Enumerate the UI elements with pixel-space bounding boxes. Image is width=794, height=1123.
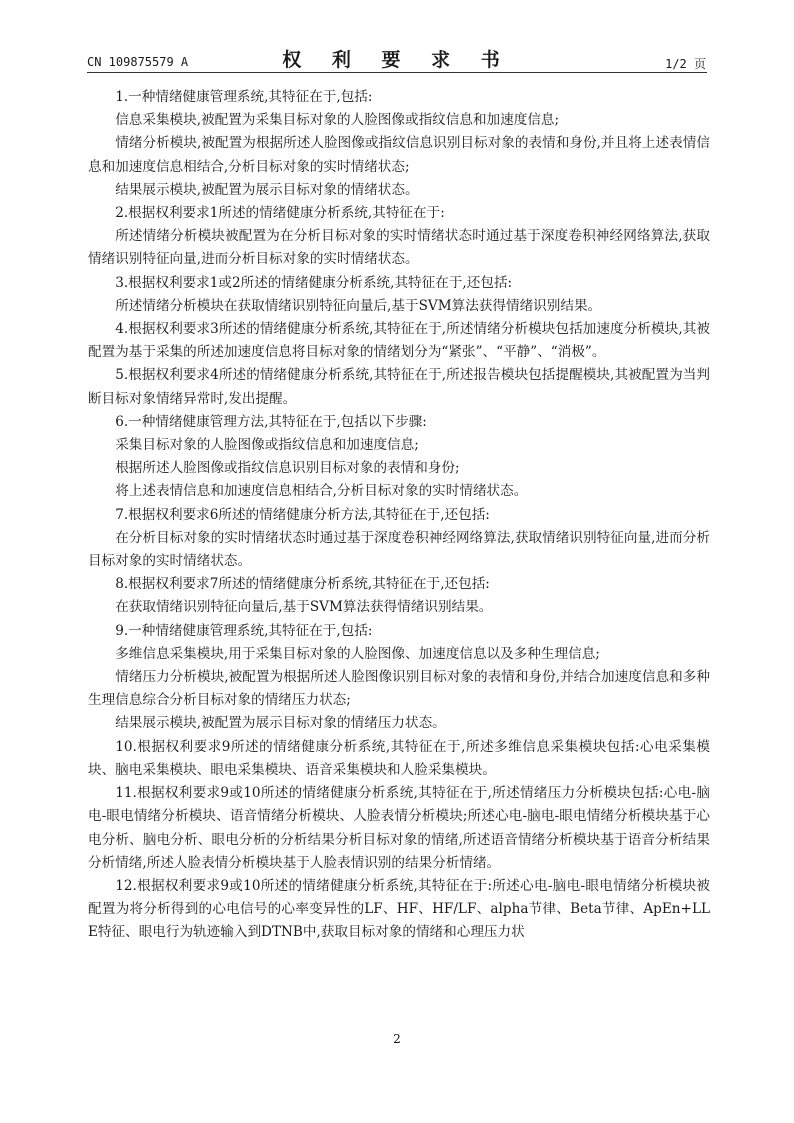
claim-paragraph: 9.一种情绪健康管理系统,其特征在于,包括: xyxy=(115,622,373,639)
claim-paragraph: 5.根据权利要求4所述的情绪健康分析系统,其特征在于,所述报告模块包括提醒模块,其被配置为当判断目标对象情绪异常时,发出提醒。 xyxy=(88,367,710,407)
claim-paragraph: 10.根据权利要求9所述的情绪健康分析系统,其特征在于,所述多维信息采集模块包括:心电采集模块、脑电采集模块、眼电采集模块、语音采集模块和人脸采集模块。 xyxy=(88,738,710,778)
claim-paragraph: 情绪压力分析模块,被配置为根据所述人脸图像识别目标对象的表情和身份,并结合加速度信息和多种生理信息综合分析目标对象的情绪压力状态; xyxy=(88,669,710,709)
claim-paragraph: 8.根据权利要求7所述的情绪健康分析系统,其特征在于,还包括: xyxy=(115,576,490,593)
claim-paragraph: 2.根据权利要求1所述的情绪健康分析系统,其特征在于: xyxy=(115,205,445,222)
claim-paragraph: 根据所述人脸图像或指纹信息识别目标对象的表情和身份; xyxy=(115,460,460,477)
claim-paragraph: 1.一种情绪健康管理系统,其特征在于,包括: xyxy=(115,89,373,105)
page-indicator: 1/2 页 xyxy=(665,57,706,71)
claim-paragraph: 3.根据权利要求1或2所述的情绪健康分析系统,其特征在于,还包括: xyxy=(115,274,513,291)
claim-paragraph: 在分析目标对象的实时情绪状态时通过基于深度卷积神经网络算法,获取情绪识别特征向量,进而分析目标对象的实时情绪状态。 xyxy=(88,529,710,570)
claim-paragraph: 信息采集模块,被配置为采集目标对象的人脸图像或指纹信息和加速度信息; xyxy=(115,112,560,129)
claim-paragraph: 将上述表情信息和加速度信息相结合,分析目标对象的实时情绪状态。 xyxy=(115,483,528,500)
claim-paragraph: 6.一种情绪健康管理方法,其特征在于,包括以下步骤: xyxy=(115,413,427,430)
claim-paragraph: 结果展示模块,被配置为展示目标对象的情绪状态。 xyxy=(115,181,419,198)
claim-paragraph: 11.根据权利要求9或10所述的情绪健康分析系统,其特征在于,所述情绪压力分析模块包括:心电-脑电-眼电情绪分析模块、语音情绪分析模块、人脸表情分析模块;所述心电-脑电-眼电情绪分析模块基于心电分析、脑电分析、眼电分析的分析结果分析目标对象的情绪,所述语音情绪分析模块基于语音分析结果分析情绪,所述人脸表情分析模块基于人脸表情识别的结果分析情绪。 xyxy=(88,785,710,871)
header-divider xyxy=(87,72,707,73)
claim-paragraph: 7.根据权利要求6所述的情绪健康分析方法,其特征在于,还包括: xyxy=(115,506,490,523)
claim-paragraph: 4.根据权利要求3所述的情绪健康分析系统,其特征在于,所述情绪分析模块包括加速度分析模块,其被配置为基于采集的所述加速度信息将目标对象的情绪划分为“紧张”、“平静”、“消极”。 xyxy=(88,321,710,361)
claim-paragraph: 结果展示模块,被配置为展示目标对象的情绪压力状态。 xyxy=(115,715,446,732)
claim-paragraph: 情绪分析模块,被配置为根据所述人脸图像或指纹信息识别目标对象的表情和身份,并且将上述表情信息和加速度信息相结合,分析目标对象的实时情绪状态; xyxy=(88,135,710,175)
claim-paragraph: 所述情绪分析模块在获取情绪识别特征向量后,基于SVM算法获得情绪识别结果。 xyxy=(115,297,602,314)
patent-number: CN 109875579 A xyxy=(87,55,189,69)
claim-paragraph: 所述情绪分析模块被配置为在分析目标对象的实时情绪状态时通过基于深度卷积神经网络算法,获取情绪识别特征向量,进而分析目标对象的实时情绪状态。 xyxy=(88,228,710,268)
page-number: 2 xyxy=(393,1032,401,1046)
claim-paragraph: 在获取情绪识别特征向量后,基于SVM算法获得情绪识别结果。 xyxy=(115,599,493,616)
claims-body xyxy=(88,86,710,945)
claim-paragraph: 12.根据权利要求9或10所述的情绪健康分析系统,其特征在于:所述心电-脑电-眼电情绪分析模块被配置为将分析得到的心电信号的心率变异性的LF、HF、HF/LF、alpha节律、Beta节律、ApEn+LLE特征、眼电行为轨迹输入到DTNB中,获取目标对象的情绪和心理压力状 xyxy=(88,877,710,941)
claim-paragraph: 多维信息采集模块,用于采集目标对象的人脸图像、加速度信息以及多种生理信息; xyxy=(115,645,600,662)
claim-paragraph: 采集目标对象的人脸图像或指纹信息和加速度信息; xyxy=(115,437,419,454)
document-title: 权 利 要 求 书 xyxy=(282,49,512,71)
